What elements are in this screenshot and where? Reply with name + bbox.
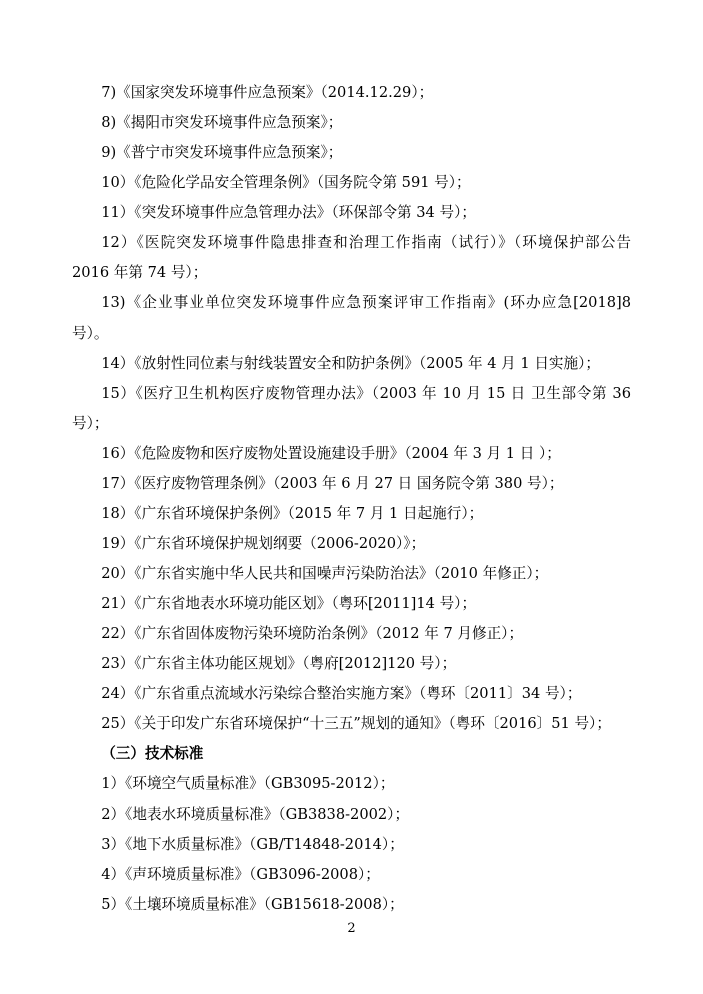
list-item: 12）《医院突发环境事件隐患排查和治理工作指南（试行）》（环境保护部公告 2016 年第 74 号）； xyxy=(72,234,631,282)
list-item: 3）《地下水质量标准》（GB/T14848-2014）； xyxy=(101,835,404,853)
list-item: 11）《突发环境事件应急管理办法》（环保部令第 34 号）； xyxy=(101,204,476,222)
list-item: 5）《土壤环境质量标准》（GB15618-2008）； xyxy=(101,895,404,913)
list-item: 13)《企业事业单位突发环境事件应急预案评审工作指南》(环办应急[2018]8 号）。 xyxy=(72,294,631,342)
section-heading: （三）技术标准 xyxy=(101,745,204,763)
list-item: 10）《危险化学品安全管理条例》（国务院令第 591 号）； xyxy=(101,174,471,192)
page-number: 2 xyxy=(347,921,356,936)
list-item: 17）《医疗废物管理条例》（2003 年 6 月 27 日 国务院令第 380 号）； xyxy=(101,474,564,492)
list-item: 20）《广东省实施中华人民共和国噪声污染防治法》（2010 年修正）； xyxy=(101,565,549,582)
list-item: 24）《广东省重点流域水污染综合整治实施方案》（粤环〔2011〕34 号）； xyxy=(101,685,582,703)
list-item: 23）《广东省主体功能区规划》（粤府[2012]120 号）； xyxy=(101,655,457,673)
list-item: 1）《环境空气质量标准》（GB3095-2012）； xyxy=(101,775,395,793)
list-item: 16）《危险废物和医疗废物处置设施建设手册》（2004 年 3 月 1 日 ）； xyxy=(101,444,561,462)
list-item: 25）《关于印发广东省环境保护“十三五”规划的通知》（粤环〔2016〕51 号）； xyxy=(101,715,611,733)
list-item: 22）《广东省固体废物污染环境防治条例》（2012 年 7 月修正）； xyxy=(101,625,524,643)
list-item: 14）《放射性同位素与射线装置安全和防护条例》（2005 年 4 月 1 日实施）； xyxy=(101,354,600,372)
list-item: 18）《广东省环境保护条例》（2015 年 7 月 1 日起施行）； xyxy=(101,504,484,522)
list-item: 4）《声环境质量标准》（GB3096-2008）； xyxy=(101,865,380,883)
list-item: 19）《广东省环境保护规划纲要（2006-2020）》； xyxy=(101,534,426,552)
document-body xyxy=(72,78,631,920)
list-item: 15）《医疗卫生机构医疗废物管理办法》（2003 年 10 月 15 日 卫生部令第 36 号）； xyxy=(72,384,631,432)
list-item: 7)《国家突发环境事件应急预案》（2014.12.29）； xyxy=(101,84,434,101)
list-item: 8)《揭阳市突发环境事件应急预案》； xyxy=(101,114,343,132)
list-item: 9)《普宁市突发环境事件应急预案》； xyxy=(101,144,343,162)
list-item: 2）《地表水环境质量标准》（GB3838-2002）； xyxy=(101,805,410,823)
list-item: 21）《广东省地表水环境功能区划》（粤环[2011]14 号）； xyxy=(101,595,477,613)
